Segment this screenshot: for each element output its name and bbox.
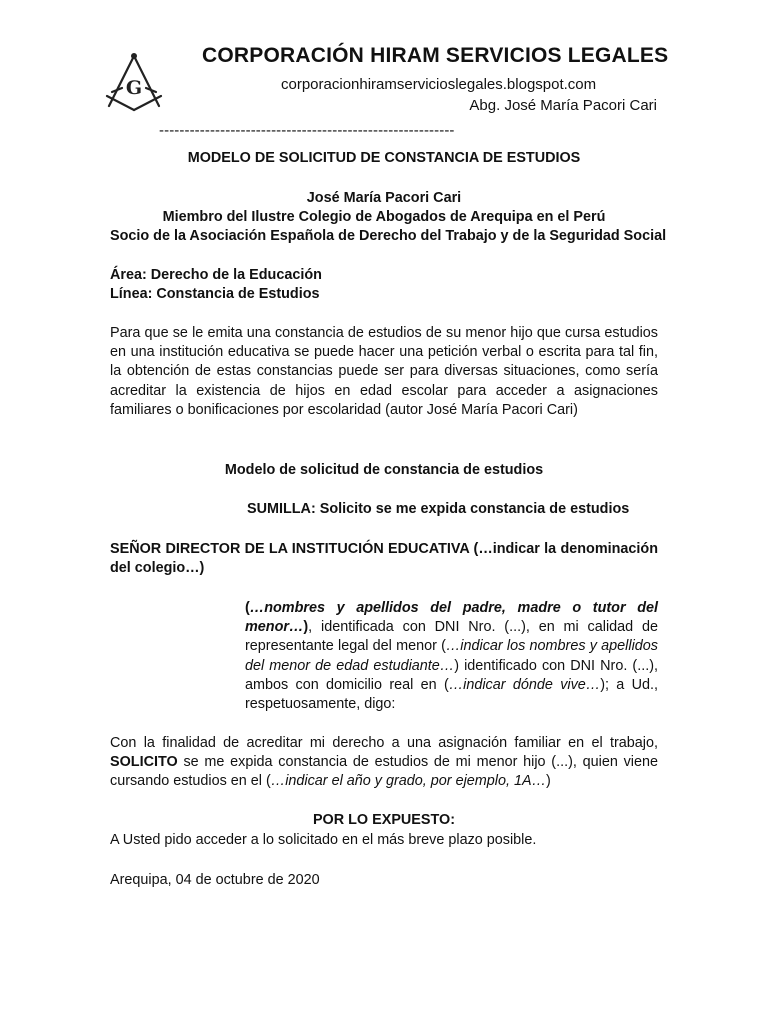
applicant-text-3: ); a Ud., respetuosamente, digo: (245, 676, 659, 713)
header-author: Abg. José María Pacori Cari (469, 97, 657, 114)
grade-placeholder: …indicar el año y grado, por ejemplo, 1A… (270, 773, 546, 790)
linea-label: Línea: Constancia de Estudios (110, 286, 320, 302)
area-label: Área: Derecho de la Educación (110, 267, 322, 283)
request-text-3: ) (545, 773, 551, 790)
date-line: Arequipa, 04 de octubre de 2020 (110, 872, 320, 888)
request-text-1: Con la finalidad de acreditar mi derecho a una asignación familiar en el trabajo, (110, 735, 658, 751)
por-lo-expuesto: POR LO EXPUESTO: (312, 812, 456, 828)
addressee-line: SEÑOR DIRECTOR DE LA INSTITUCIÓN EDUCATIVA (…indicar la denominación del colegio…) (110, 541, 658, 577)
petition-line: A Usted pido acceder a lo solicitado en el más breve plazo posible. (110, 832, 537, 848)
applicant-open: ( (245, 600, 250, 616)
square-and-compass-icon (103, 52, 165, 112)
document-heading: MODELO DE SOLICITUD DE CONSTANCIA DE ESTUDIOS (187, 150, 581, 166)
svg-text:G: G (125, 77, 143, 99)
header-divider: ---------------------------------------------------------- (159, 122, 455, 139)
applicant-text-1: , identificada con DNI Nro. (...), en mi calidad de representante legal del menor ( (245, 619, 658, 655)
applicant-names-placeholder: …nombres y apellidos del padre, madre o tutor del menor… (245, 600, 658, 636)
intro-paragraph: Para que se le emita una constancia de estudios de su menor hijo que cursa estudios en una institución educativa se puede hacer una petición verbal o escrita para tal fin, la obtención de estas constancias puede ser para diversas situaciones, como sería acreditar la existencia de hijos en edad escolar para acceder a asignaciones familiares o bonificaciones por escolaridad (autor José María Pacori Cari) (110, 325, 658, 418)
request-paragraph (110, 734, 658, 792)
solicito-keyword: SOLICITO (110, 754, 178, 771)
address-placeholder: …indicar dónde vive… (448, 676, 601, 693)
request-text-2: se me expida constancia de estudios de mi menor hijo (...), quien viene cursando estudios en el ( (110, 754, 658, 790)
sumilla: SUMILLA: Solicito se me expida constancia de estudios (247, 501, 630, 517)
minor-names-placeholder: …indicar los nombres y apellidos del menor de edad estudiante… (245, 638, 658, 674)
organization-title: CORPORACIÓN HIRAM SERVICIOS LEGALES (202, 44, 669, 67)
blog-address: corporacionhiramservicioslegales.blogspot.com (281, 76, 597, 93)
author-role-2: Socio de la Asociación Española de Derecho del Trabajo y de la Seguridad Social (110, 228, 667, 244)
applicant-text-2: ) identificado con DNI Nro. (...), ambos con domicilio real en ( (245, 657, 658, 693)
applicant-paragraph (245, 599, 658, 714)
model-title: Modelo de solicitud de constancia de estudios (224, 462, 544, 478)
author-name: José María Pacori Cari (306, 190, 462, 206)
author-role-1: Miembro del Ilustre Colegio de Abogados de Arequipa en el Perú (162, 209, 606, 225)
applicant-close: ) (303, 619, 309, 636)
